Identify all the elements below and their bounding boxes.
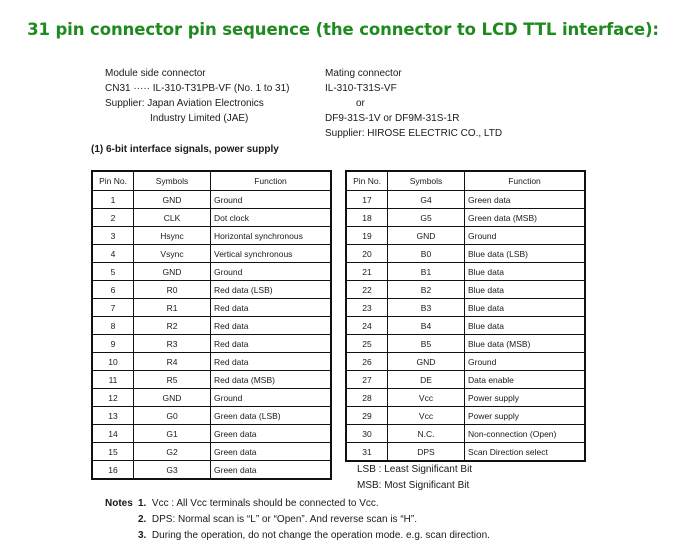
pin-row xyxy=(346,191,585,209)
pin-number: 10 xyxy=(92,353,134,371)
pin-function: Vertical synchronous xyxy=(211,245,332,263)
pin-row xyxy=(346,443,585,462)
pin-number: 28 xyxy=(346,389,388,407)
pin-row xyxy=(92,335,331,353)
pin-row xyxy=(346,389,585,407)
pin-row xyxy=(92,353,331,371)
pin-row xyxy=(92,371,331,389)
pin-symbol: N.C. xyxy=(388,425,465,443)
page-heading: 31 pin connector pin sequence (the connector to LCD TTL interface): xyxy=(27,20,659,39)
pin-symbol: G4 xyxy=(388,191,465,209)
pin-number: 23 xyxy=(346,299,388,317)
pin-function: Blue data xyxy=(465,299,586,317)
note-text: Vcc : All Vcc terminals should be connected to Vcc. xyxy=(151,498,379,509)
pin-number: 20 xyxy=(346,245,388,263)
pin-number: 1 xyxy=(92,191,134,209)
pin-function: Red data xyxy=(211,353,332,371)
pin-row xyxy=(92,389,331,407)
pin-row xyxy=(346,335,585,353)
header-symbols: Symbols xyxy=(134,171,211,191)
pin-function: Blue data xyxy=(465,317,586,335)
note-number: 3. xyxy=(138,530,147,541)
pin-function: Power supply xyxy=(465,407,586,425)
pin-number: 26 xyxy=(346,353,388,371)
pin-function: Ground xyxy=(211,389,332,407)
pin-number: 4 xyxy=(92,245,134,263)
pin-row xyxy=(92,299,331,317)
pin-number: 16 xyxy=(92,461,134,480)
pin-number: 5 xyxy=(92,263,134,281)
pin-symbol: G2 xyxy=(134,443,211,461)
pin-row xyxy=(92,245,331,263)
pin-symbol: GND xyxy=(388,353,465,371)
mating-connector-title: Mating connector xyxy=(325,68,402,79)
pin-symbol: R1 xyxy=(134,299,211,317)
pin-row xyxy=(346,245,585,263)
pin-symbol: R4 xyxy=(134,353,211,371)
pin-row xyxy=(92,317,331,335)
pin-number: 17 xyxy=(346,191,388,209)
pin-symbol: B1 xyxy=(388,263,465,281)
header-function: Function xyxy=(465,171,586,191)
pin-function: Red data xyxy=(211,299,332,317)
pin-function: Red data xyxy=(211,317,332,335)
pin-function: Dot clock xyxy=(211,209,332,227)
mating-connector-supplier: Supplier: HIROSE ELECTRIC CO., LTD xyxy=(325,128,503,139)
pin-row xyxy=(92,263,331,281)
pin-number: 25 xyxy=(346,335,388,353)
pin-function: Ground xyxy=(465,353,586,371)
pin-symbol: GND xyxy=(134,389,211,407)
pin-symbol: DE xyxy=(388,371,465,389)
pin-function: Blue data (MSB) xyxy=(465,335,586,353)
pin-symbol: Vcc xyxy=(388,389,465,407)
pin-number: 7 xyxy=(92,299,134,317)
pin-number: 2 xyxy=(92,209,134,227)
pin-row xyxy=(346,299,585,317)
pin-row xyxy=(346,371,585,389)
note-item-2 xyxy=(138,514,417,525)
note-number: 2. xyxy=(138,514,147,525)
module-connector-supplier: Supplier: Japan Aviation Electronics xyxy=(105,98,264,109)
pin-symbol: G0 xyxy=(134,407,211,425)
pin-symbol: R5 xyxy=(134,371,211,389)
mating-connector-or: or xyxy=(356,98,365,109)
pin-function: Non-connection (Open) xyxy=(465,425,586,443)
pin-function: Red data xyxy=(211,335,332,353)
pin-number: 15 xyxy=(92,443,134,461)
pin-symbol: GND xyxy=(388,227,465,245)
pin-function: Green data xyxy=(211,461,332,480)
pin-row xyxy=(346,209,585,227)
pin-function: Red data (MSB) xyxy=(211,371,332,389)
header-pin-no: Pin No. xyxy=(346,171,388,191)
pin-symbol: R0 xyxy=(134,281,211,299)
note-item-1 xyxy=(138,498,379,509)
pin-function: Green data xyxy=(211,443,332,461)
module-connector-title: Module side connector xyxy=(105,68,206,79)
pin-table-right xyxy=(345,170,586,462)
pin-row xyxy=(346,227,585,245)
pin-number: 30 xyxy=(346,425,388,443)
pin-symbol: Vcc xyxy=(388,407,465,425)
note-text: During the operation, do not change the operation mode. e.g. scan direction. xyxy=(151,530,490,541)
legend-lsb: LSB : Least Significant Bit xyxy=(357,464,473,475)
pin-number: 27 xyxy=(346,371,388,389)
pin-function: Ground xyxy=(211,191,332,209)
pin-function: Data enable xyxy=(465,371,586,389)
pin-number: 31 xyxy=(346,443,388,462)
module-connector-supplier-cont: Industry Limited (JAE) xyxy=(150,113,249,124)
pin-row xyxy=(92,407,331,425)
pin-function: Blue data (LSB) xyxy=(465,245,586,263)
pin-function: Ground xyxy=(465,227,586,245)
pin-number: 13 xyxy=(92,407,134,425)
pin-symbol: R2 xyxy=(134,317,211,335)
pin-symbol: Vsync xyxy=(134,245,211,263)
header-function: Function xyxy=(211,171,332,191)
legend-msb: MSB: Most Significant Bit xyxy=(357,480,470,491)
pin-number: 18 xyxy=(346,209,388,227)
pin-function: Green data (LSB) xyxy=(211,407,332,425)
pin-symbol: B3 xyxy=(388,299,465,317)
pin-row xyxy=(346,407,585,425)
pin-function: Green data xyxy=(211,425,332,443)
pin-symbol: Hsync xyxy=(134,227,211,245)
pin-row xyxy=(92,443,331,461)
pin-table-left xyxy=(91,170,332,480)
pin-symbol: CLK xyxy=(134,209,211,227)
pin-number: 22 xyxy=(346,281,388,299)
pin-function: Scan Direction select xyxy=(465,443,586,462)
pin-row xyxy=(346,317,585,335)
pin-function: Blue data xyxy=(465,281,586,299)
pin-number: 3 xyxy=(92,227,134,245)
pin-function: Blue data xyxy=(465,263,586,281)
pin-row xyxy=(346,425,585,443)
header-pin-no: Pin No. xyxy=(92,171,134,191)
note-number: 1. xyxy=(138,498,147,509)
pin-number: 19 xyxy=(346,227,388,245)
pin-number: 8 xyxy=(92,317,134,335)
pin-function: Red data (LSB) xyxy=(211,281,332,299)
pin-number: 9 xyxy=(92,335,134,353)
pin-symbol: B2 xyxy=(388,281,465,299)
pin-symbol: G3 xyxy=(134,461,211,480)
note-text: DPS: Normal scan is “L” or “Open”. And reverse scan is “H”. xyxy=(151,514,417,525)
pin-row xyxy=(92,425,331,443)
pin-symbol: GND xyxy=(134,191,211,209)
section-title: (1) 6-bit interface signals, power supply xyxy=(91,144,279,155)
pin-function: Green data xyxy=(465,191,586,209)
pin-row xyxy=(346,353,585,371)
pin-row xyxy=(92,461,331,480)
mating-connector-part-1: IL-310-T31S-VF xyxy=(325,83,397,94)
pin-function: Horizontal synchronous xyxy=(211,227,332,245)
pin-symbol: B5 xyxy=(388,335,465,353)
pin-symbol: DPS xyxy=(388,443,465,462)
pin-row xyxy=(92,281,331,299)
pin-function: Ground xyxy=(211,263,332,281)
pin-symbol: G5 xyxy=(388,209,465,227)
pin-row xyxy=(346,281,585,299)
pin-number: 21 xyxy=(346,263,388,281)
pin-symbol: GND xyxy=(134,263,211,281)
note-item-3 xyxy=(138,530,490,541)
header-symbols: Symbols xyxy=(388,171,465,191)
pin-row xyxy=(346,263,585,281)
pin-symbol: B4 xyxy=(388,317,465,335)
module-connector-part: CN31 ····· IL-310-T31PB-VF (No. 1 to 31) xyxy=(105,83,290,94)
pin-row xyxy=(92,191,331,209)
pin-row xyxy=(92,227,331,245)
mating-connector-part-2: DF9-31S-1V or DF9M-31S-1R xyxy=(325,113,460,124)
pin-number: 6 xyxy=(92,281,134,299)
pin-symbol: G1 xyxy=(134,425,211,443)
notes-label: Notes xyxy=(105,498,133,509)
pin-row xyxy=(92,209,331,227)
pin-function: Power supply xyxy=(465,389,586,407)
pin-number: 24 xyxy=(346,317,388,335)
pin-number: 29 xyxy=(346,407,388,425)
pin-function: Green data (MSB) xyxy=(465,209,586,227)
pin-number: 11 xyxy=(92,371,134,389)
pin-symbol: R3 xyxy=(134,335,211,353)
pin-symbol: B0 xyxy=(388,245,465,263)
pin-number: 12 xyxy=(92,389,134,407)
pin-number: 14 xyxy=(92,425,134,443)
